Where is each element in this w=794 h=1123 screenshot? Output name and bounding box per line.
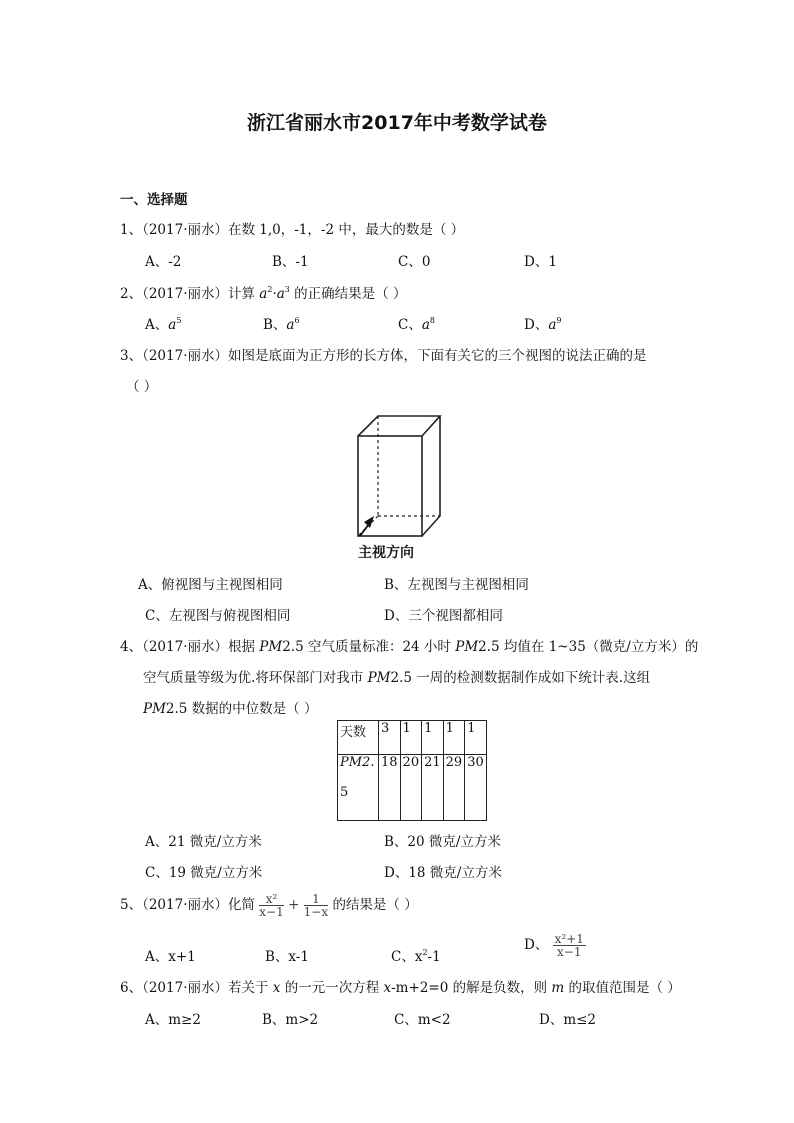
table-cell: 3 — [379, 721, 401, 755]
q3-option-d: D、三个视图都相同 — [384, 608, 503, 624]
q6-option-b: B、m>2 — [262, 1012, 319, 1028]
cuboid-top-face — [358, 416, 440, 436]
q2-option-c: C、$a^8$ — [398, 316, 435, 333]
q6-option-d: D、m≤2 — [539, 1012, 597, 1028]
q4-option-b: B、20 微克/立方米 — [384, 834, 501, 850]
table-cell: 1 — [443, 721, 465, 755]
q5-option-d: D、 $\frac{\text{x²+1}}{x-1}$ — [524, 932, 584, 959]
table-cell: 29 — [443, 755, 465, 821]
q3-option-b: B、左视图与主视图相同 — [384, 577, 529, 593]
q4-option-d: D、18 微克/立方米 — [384, 865, 502, 881]
table-cell: 30 — [465, 755, 487, 821]
section-heading: 一、选择题 — [120, 192, 188, 208]
q3-option-a: A、俯视图与主视图相同 — [138, 577, 283, 593]
table-row — [338, 755, 487, 821]
q6-option-a: A、m≥2 — [145, 1012, 201, 1028]
question-2-stem: 2、（2017·丽水）计算 $a^2\cdot a^3$ 的正确结果是（ ） — [120, 285, 407, 302]
table-cell: 1 — [422, 721, 444, 755]
q5-option-b: B、x-1 — [265, 949, 309, 965]
pm25-table — [337, 720, 487, 821]
table-cell: 天数 — [338, 721, 379, 755]
q1-option-a: A、-2 — [145, 254, 182, 270]
q4-option-a: A、21 微克/立方米 — [145, 834, 262, 850]
page-title: 浙江省丽水市2017年中考数学试卷 — [247, 112, 547, 134]
q1-option-b: B、-1 — [272, 254, 309, 270]
table-cell: 1 — [465, 721, 487, 755]
q2-option-a: A、$a^5$ — [145, 316, 182, 333]
question-3-stem: 3、（2017·丽水）如图是底面为正方形的长方体，下面有关它的三个视图的说法正确的是 — [120, 348, 647, 364]
figure-caption: 主视方向 — [358, 545, 414, 561]
question-4-line-1: 4、（2017·丽水）根据 PM2.5 空气质量标准：24 小时 PM2.5 均值在 1~35（微克/立方米）的 — [120, 639, 699, 655]
fraction-2: $\frac{1}{1-x}$ — [303, 892, 329, 919]
table-cell: 21 — [422, 755, 444, 821]
question-4-line-2: 空气质量等级为优.将环保部门对我市 PM2.5 一周的检测数据制作成如下统计表.这组 — [143, 670, 651, 686]
table-cell: 20 — [400, 755, 422, 821]
q2-option-b: B、$a^6$ — [263, 316, 300, 333]
question-5-stem: 5、（2017·丽水）化简 $\frac{\text{x²}}{x-1}$ + $\frac{1}{1-x}$ 的结果是（ ） — [120, 892, 418, 919]
q4-option-c: C、19 微克/立方米 — [145, 865, 263, 881]
q1-option-d: D、1 — [524, 254, 557, 270]
question-3-stem-cont: （ ） — [126, 379, 158, 395]
q3-option-c: C、左视图与俯视图相同 — [145, 608, 291, 624]
table-row — [338, 721, 487, 755]
cuboid-hidden-edges — [358, 416, 440, 536]
table-cell: PM2. 5 — [338, 755, 379, 821]
q1-option-c: C、0 — [398, 254, 431, 270]
table-cell: 18 — [379, 755, 401, 821]
q2-option-d: D、$a^9$ — [524, 316, 562, 333]
cuboid-figure — [350, 410, 450, 540]
table-cell: 1 — [400, 721, 422, 755]
question-6-stem: 6、（2017·丽水）若关于 x 的一元一次方程 x-m+2=0 的解是负数，则 m 的取值范围是（ ） — [120, 980, 681, 996]
view-direction-arrow — [360, 516, 374, 536]
q6-option-c: C、m<2 — [394, 1012, 451, 1028]
fraction-1: $\frac{\text{x²}}{x-1}$ — [259, 892, 284, 919]
question-1-stem: 1、（2017·丽水）在数 1,0，-1，-2 中，最大的数是（ ） — [120, 222, 465, 238]
q5-option-a: A、x+1 — [145, 949, 196, 965]
fraction-option-d: $\frac{\text{x²+1}}{x-1}$ — [554, 932, 584, 959]
question-4-line-3: PM2.5 数据的中位数是（ ） — [143, 701, 318, 717]
q5-option-c: C、$x^2-1$ — [391, 948, 441, 965]
